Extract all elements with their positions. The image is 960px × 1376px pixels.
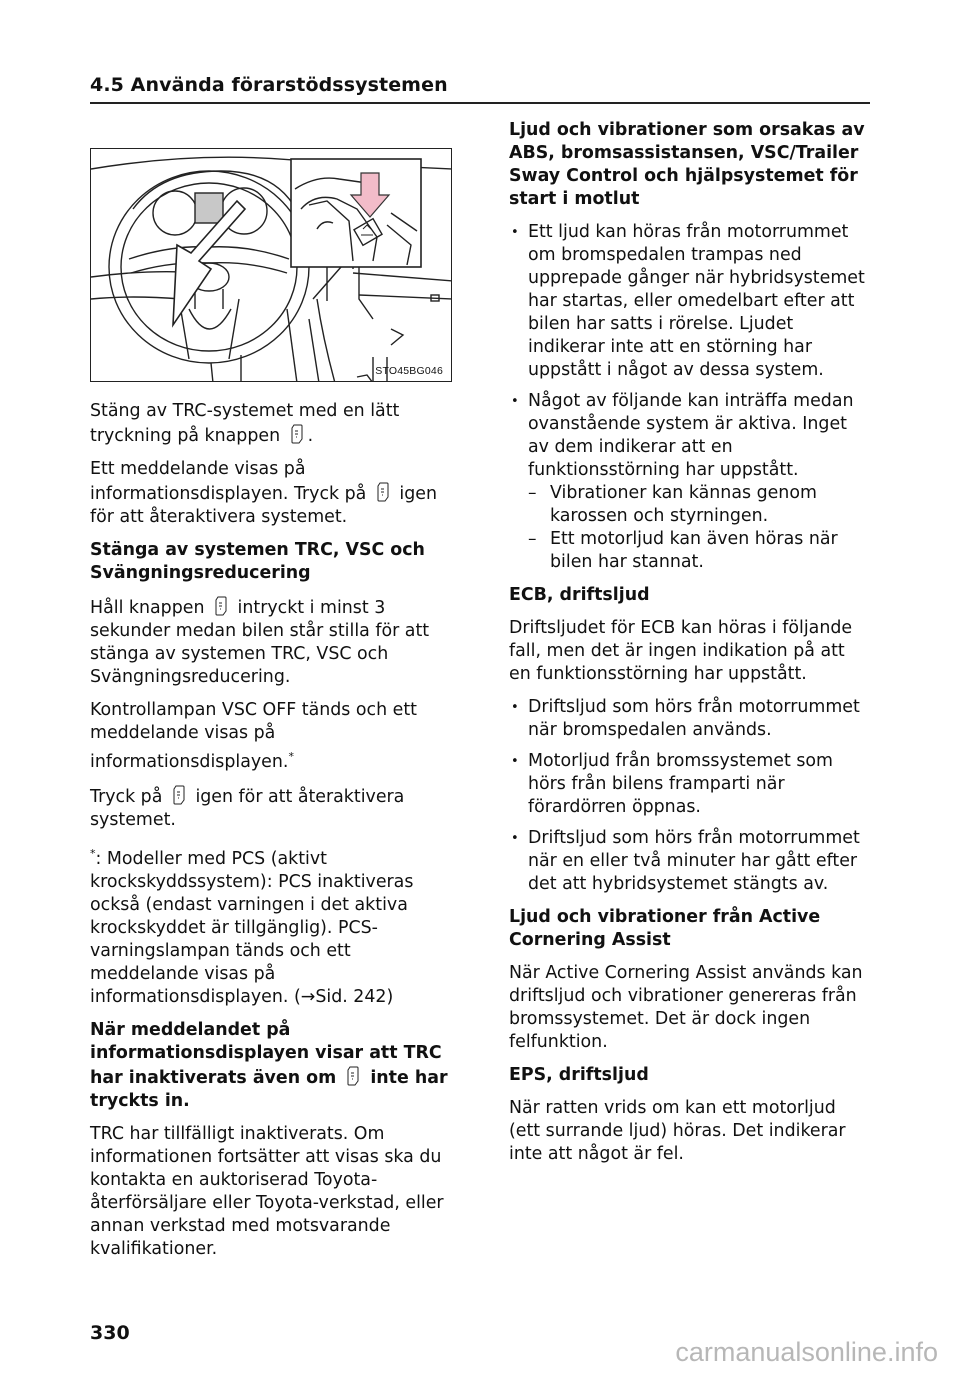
heading-ecb: ECB, driftsljud xyxy=(509,585,650,605)
dashboard-drawing xyxy=(91,149,452,382)
vsc-off-icon xyxy=(173,784,185,806)
right-column xyxy=(509,119,871,1176)
text: Kontrollampan VSC OFF tänds och ett meddelande visas på informationsdisplayen. xyxy=(90,700,417,772)
text: . xyxy=(307,426,314,446)
vsc-off-icon xyxy=(215,595,227,617)
list-item xyxy=(509,390,871,574)
paragraph-active-cornering: När Active Cornering Assist används kan driftsljud och vibrationer genereras från bromssystemet. Det är dock ingen felfunktion. xyxy=(509,963,863,1052)
text: intryckt i minst 3 sekunder medan bilen står stilla för att stänga av systemen TRC, VSC och Svängningsreducering. xyxy=(90,598,430,687)
paragraph-ecb: Driftsljudet för ECB kan höras i följande fall, men det är ingen indikation på att en funktionsstörning har uppstått. xyxy=(509,618,853,684)
paragraph-trc-light-press xyxy=(90,400,462,448)
dashboard-illustration xyxy=(90,148,452,382)
text: Stäng av TRC-systemet med en lätt tryckning på knappen xyxy=(90,401,400,446)
text: När meddelandet på informationsdisplayen visar att TRC har inaktiverats även om xyxy=(90,1020,442,1088)
paragraph-message-shown xyxy=(90,458,462,529)
text: Något av följande kan inträffa medan ovanstående system är aktiva. Inget av dem indikerar att en funktionsstörning har uppstått. xyxy=(528,391,854,480)
paragraph-eps: När ratten vrids om kan ett motorljud (ett surrande ljud) höras. Det indikerar inte att något är fel. xyxy=(509,1098,846,1164)
heading-eps: EPS, driftsljud xyxy=(509,1065,649,1085)
left-column xyxy=(90,400,462,1271)
sub-list xyxy=(528,482,871,574)
list-item: • Driftsljud som hörs från motorrummet när bromspedalen används. xyxy=(509,696,871,742)
page-reference[interactable]: Sid. 242) xyxy=(315,987,394,1007)
page-number: 330 xyxy=(90,1322,130,1344)
heading-trc-disabled-message xyxy=(90,1019,462,1113)
figure-code: STO45BG046 xyxy=(375,365,443,377)
vsc-off-icon xyxy=(347,1065,359,1087)
section-title: 4.5 Använda förarstödssystemen xyxy=(90,74,448,96)
footnote-pcs xyxy=(90,842,462,1009)
list-item: • Ett ljud kan höras från motorrummet om bromspedalen trampas ned upprepade gånger när hybridsystemet har startas, eller omedelbart efter att bilen har satts i rörelse. Ljudet indikerar inte att en störning har uppstått i något av dessa system. xyxy=(509,221,871,382)
text: Ett meddelande visas på informationsdisplayen. Tryck på xyxy=(90,459,367,504)
text: Tryck på xyxy=(90,787,163,807)
header-rule xyxy=(90,102,870,104)
vsc-off-icon xyxy=(291,423,303,445)
footnote-asterisk: * xyxy=(90,847,96,860)
watermark: carmanualsonline.info xyxy=(675,1337,938,1367)
text: Håll knappen xyxy=(90,598,205,618)
heading-disable-systems: Stänga av systemen TRC, VSC och Svängningsreducering xyxy=(90,540,425,583)
vsc-off-icon xyxy=(377,481,389,503)
text: igen för att återaktivera systemet. xyxy=(90,484,437,527)
paragraph-hold-button xyxy=(90,595,462,689)
heading-abs-sounds: Ljud och vibrationer som orsakas av ABS, bromsassistansen, VSC/Trailer Sway Control och hjälpsystemet för start i motlut xyxy=(509,120,865,209)
list-item: • Motorljud från bromssystemet som hörs från bilens framparti när förardörren öppnas. xyxy=(509,750,871,819)
text: : Modeller med PCS (aktivt krockskyddssystem): PCS inaktiveras också (endast varningen i det aktiva krockskyddet är tillgänglig). PCS-varningslampan tänds och ett meddelande visas på informationsdisplayen. ( xyxy=(90,849,414,1007)
text: igen för att återaktivera systemet. xyxy=(90,787,405,830)
heading-active-cornering: Ljud och vibrationer från Active Cornering Assist xyxy=(509,907,821,950)
paragraph-trc-temporarily-disabled: TRC har tillfälligt inaktiverats. Om informationen fortsätter att visas ska du kontakta en auktoriserad Toyota-återförsäljare eller Toyota-verkstad, eller annan verkstad med motsvarande kvalifikationer. xyxy=(90,1124,444,1259)
list-ecb-sounds xyxy=(509,696,871,896)
list-abs-sounds xyxy=(509,221,871,574)
paragraph-reactivate xyxy=(90,784,462,832)
text: inte har tryckts in. xyxy=(90,1068,448,1111)
list-item: – Vibrationer kan kännas genom karossen och styrningen. xyxy=(528,482,871,528)
list-item: – Ett motorljud kan även höras när bilen har stannat. xyxy=(528,528,871,574)
footnote-asterisk: * xyxy=(288,750,294,763)
list-item: • Driftsljud som hörs från motorrummet när en eller två minuter har gått efter det att hybridsystemet stängts av. xyxy=(509,827,871,896)
arrow-right-icon: → xyxy=(300,987,316,1007)
paragraph-vsc-off-lamp xyxy=(90,699,462,774)
